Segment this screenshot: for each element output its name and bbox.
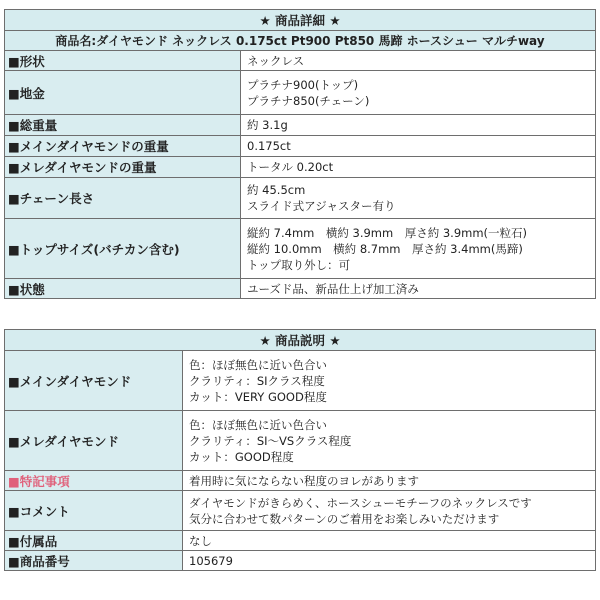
row-label: ■トップサイズ(バチカン含む) bbox=[5, 219, 241, 279]
row-label: ■付属品 bbox=[5, 531, 183, 551]
row-value: ダイヤモンドがきらめく、ホースシューモチーフのネックレスです bbox=[189, 495, 532, 510]
details-row-condition bbox=[5, 279, 596, 299]
row-value: 0.175ct bbox=[247, 139, 291, 153]
row-value: クラリティ：SI～VSクラス程度 bbox=[189, 433, 352, 448]
row-value: カット：VERY GOOD程度 bbox=[189, 389, 327, 404]
row-value: トータル 0.20ct bbox=[247, 160, 334, 174]
row-value: 105679 bbox=[189, 553, 233, 568]
row-label: ■地金 bbox=[5, 71, 241, 115]
row-value: 気分に合わせて数パターンのご着用をお楽しみいただけます bbox=[189, 511, 500, 526]
row-value: ユーズド品、新品仕上げ加工済み bbox=[247, 281, 419, 296]
row-value: トップ取り外し：可 bbox=[247, 257, 351, 272]
row-value: 着用時に気にならない程度のヨレがあります bbox=[189, 473, 419, 488]
details-row-chain-length bbox=[5, 178, 596, 219]
row-label: ■メインダイヤモンドの重量 bbox=[5, 136, 241, 157]
details-row-main-diamond-weight bbox=[5, 136, 596, 157]
description-row-melee-diamond bbox=[5, 411, 596, 471]
row-value: クラリティ：SIクラス程度 bbox=[189, 373, 325, 388]
row-value: なし bbox=[189, 533, 212, 548]
row-label: ■メインダイヤモンド bbox=[5, 351, 183, 411]
details-header: ★ 商品詳細 ★ bbox=[5, 10, 596, 31]
row-value: 約 45.5cm bbox=[247, 183, 306, 197]
product-description-table bbox=[4, 329, 596, 571]
details-row-metal bbox=[5, 71, 596, 115]
row-value: プラチナ850(チェーン) bbox=[247, 93, 370, 108]
details-row-total-weight bbox=[5, 115, 596, 136]
row-value: 縦約 7.4mm 横約 3.9mm 厚さ約 3.9mm(一粒石) bbox=[247, 225, 528, 240]
description-row-accessories bbox=[5, 531, 596, 551]
row-value: ネックレス bbox=[247, 53, 305, 68]
row-label: ■メレダイヤモンド bbox=[5, 411, 183, 471]
row-label: ■商品番号 bbox=[5, 551, 183, 571]
details-row-top-size bbox=[5, 219, 596, 279]
description-row-product-number bbox=[5, 551, 596, 571]
row-label: ■特記事項 bbox=[5, 471, 183, 491]
description-row-comment bbox=[5, 491, 596, 531]
row-value: 縦約 10.0mm 横約 8.7mm 厚さ約 3.4mm(馬蹄) bbox=[247, 241, 523, 256]
row-value: 色：ほぼ無色に近い色合い bbox=[189, 357, 327, 372]
row-value: スライド式アジャスター有り bbox=[247, 199, 396, 213]
row-value: 色：ほぼ無色に近い色合い bbox=[189, 417, 327, 432]
product-name: 商品名:ダイヤモンド ネックレス 0.175ct Pt900 Pt850 馬蹄 ホースシュー マルチway bbox=[5, 31, 596, 51]
product-details-table bbox=[4, 9, 596, 299]
row-value: プラチナ900(トップ) bbox=[247, 77, 359, 92]
row-label: ■形状 bbox=[5, 51, 241, 71]
row-label: ■総重量 bbox=[5, 115, 241, 136]
description-row-main-diamond bbox=[5, 351, 596, 411]
row-label: ■チェーン長さ bbox=[5, 178, 241, 219]
details-row-shape bbox=[5, 51, 596, 71]
row-value: 約 3.1g bbox=[247, 118, 288, 132]
description-header: ★ 商品説明 ★ bbox=[5, 330, 596, 351]
details-row-melee-diamond-weight bbox=[5, 157, 596, 178]
row-label: ■状態 bbox=[5, 279, 241, 299]
row-value: カット：GOOD程度 bbox=[189, 449, 294, 464]
row-label: ■コメント bbox=[5, 491, 183, 531]
row-label: ■メレダイヤモンドの重量 bbox=[5, 157, 241, 178]
description-row-special-notes bbox=[5, 471, 596, 491]
